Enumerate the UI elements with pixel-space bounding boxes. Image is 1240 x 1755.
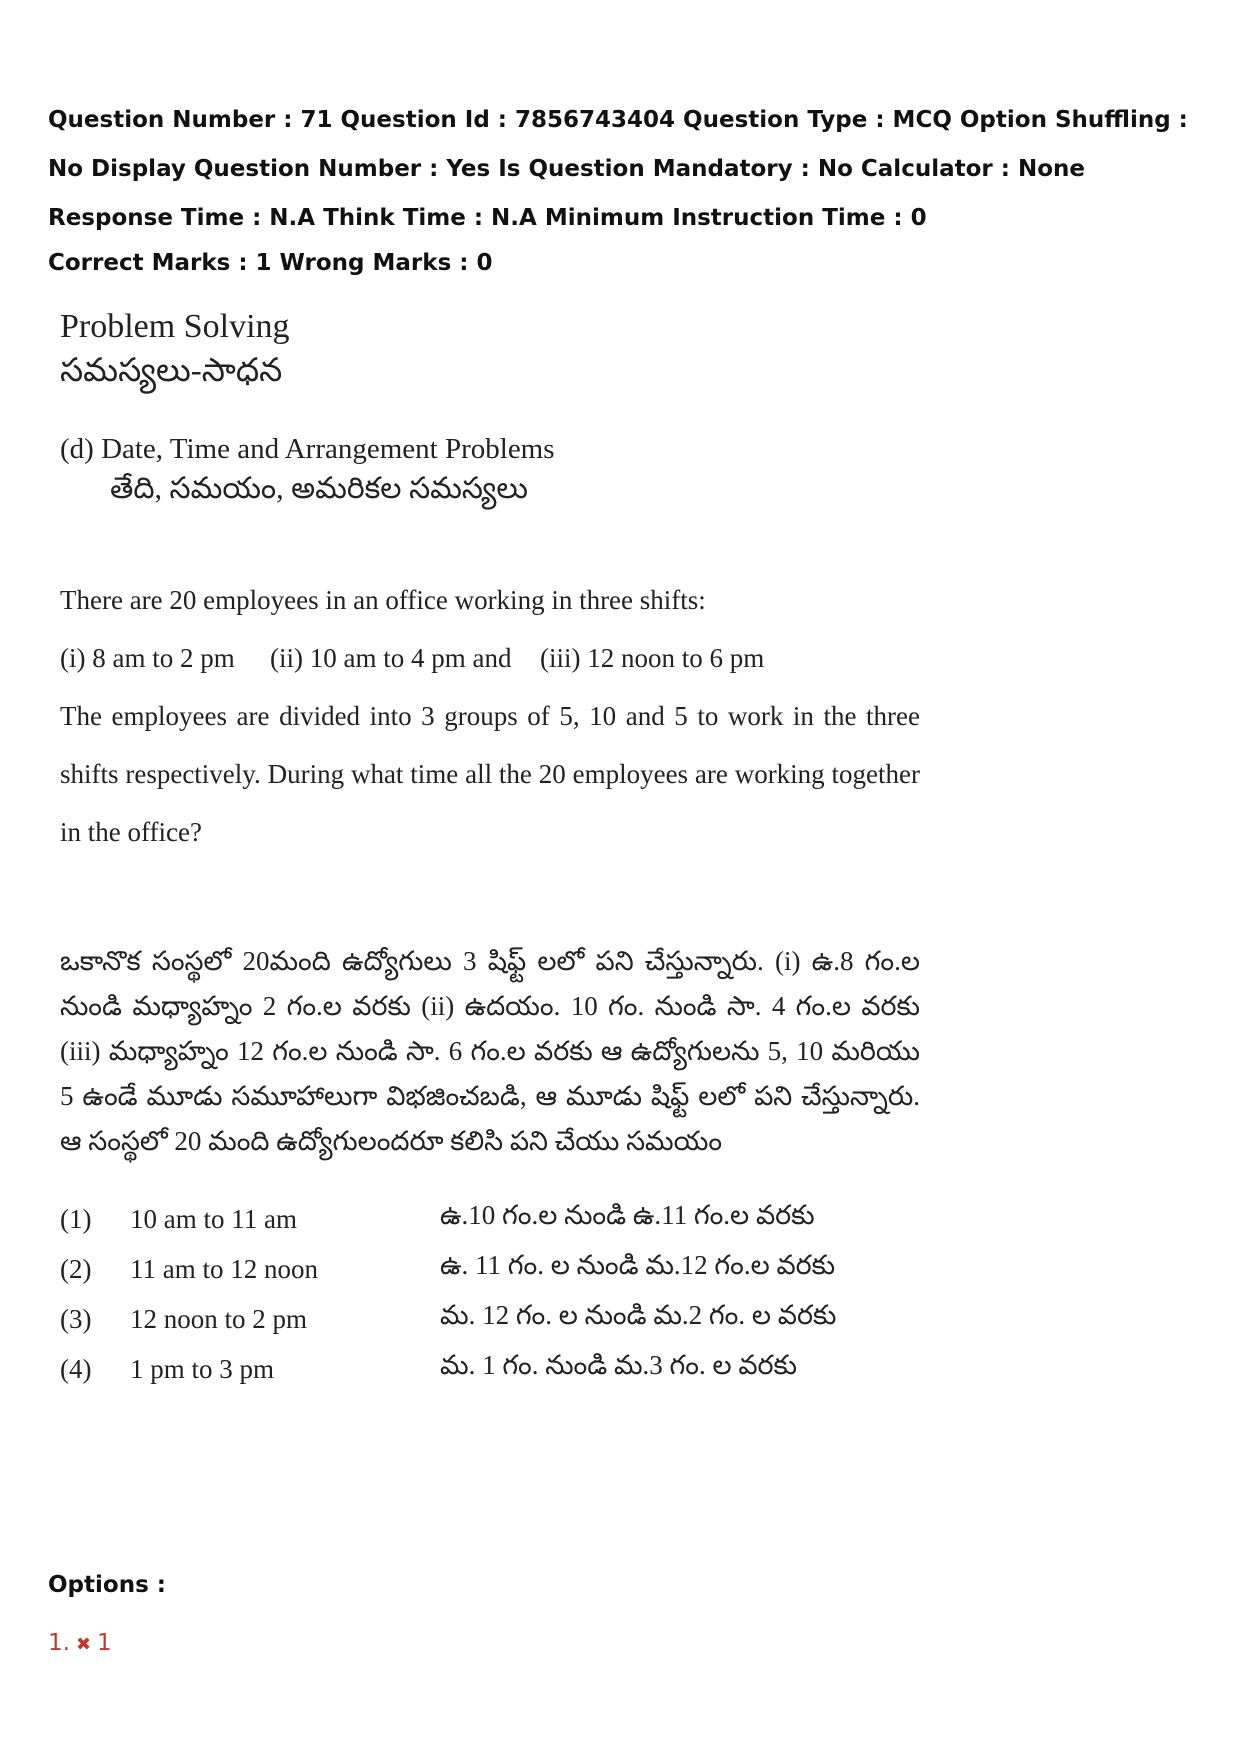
choice-row	[60, 1344, 836, 1394]
choice-en: 12 noon to 2 pm	[130, 1303, 308, 1334]
choice-en: 11 am to 12 noon	[130, 1253, 318, 1284]
question-meta: Question Number : 71 Question Id : 7856743404 Question Type : MCQ Option Shuffling : No Display Question Number : Yes Is Question Mandatory : No Calculator : None Response Time : N.A Think Time : N.A Minimum Instruction Time : 0	[48, 107, 1188, 231]
choice-row	[60, 1194, 836, 1244]
question-text-intro: There are 20 employees in an office working in three shifts:	[60, 585, 706, 615]
choice-en: 10 am to 11 am	[130, 1203, 297, 1234]
options-label: Options :	[48, 1572, 166, 1598]
choice-number: (4)	[60, 1353, 92, 1384]
shift-2: (ii) 10 am to 4 pm and	[270, 643, 512, 673]
question-text-te: ఒకానొక సంస్థలో 20మంది ఉద్యోగులు 3 షిఫ్ట్ లలో పని చేస్తున్నారు. (i) ఉ.8 గం.ల నుండి మధ్యాహ్నం 2 గం.ల వరకు (ii) ఉదయం. 10 గం. నుండి సా. 4 గం.ల వరకు (iii) మధ్యాహ్నం 12 గం.ల నుండి సా. 6 గం.ల వరకు ఆ ఉద్యోగులను 5, 10 మరియు 5 ఉండే మూడు సమూహాలుగా విభజించబడి, ఆ మూడు షిఫ్ట్ లలో పని చేస్తున్నారు. ఆ సంస్థలో 20 మంది ఉద్యోగులందరూ కలిసి పని చేయు సమయం	[60, 946, 920, 1156]
subsection-title-en: (d) Date, Time and Arrangement Problems	[60, 433, 555, 465]
choice-en: 1 pm to 3 pm	[130, 1353, 275, 1384]
shift-list	[60, 629, 920, 687]
choice-row	[60, 1294, 836, 1344]
question-image	[60, 305, 920, 1394]
choice-number: (2)	[60, 1253, 92, 1284]
section-title-te: సమస్యలు-సాధన	[60, 353, 283, 389]
marks-info: Correct Marks : 1 Wrong Marks : 0	[48, 250, 493, 276]
option-item	[48, 1630, 112, 1656]
choice-te: ఉ.10 గం.ల నుండి ఉ.11 గం.ల వరకు	[440, 1200, 815, 1230]
subsection-title-te: తేది, సమయం, అమరికల సమస్యలు	[110, 472, 528, 505]
cross-icon: ✖	[75, 1634, 92, 1655]
option-index: 1.	[48, 1630, 70, 1656]
shift-3: (iii) 12 noon to 6 pm	[540, 643, 765, 673]
choice-te: మ. 1 గం. నుండి మ.3 గం. ల వరకు	[440, 1350, 797, 1380]
choice-number: (3)	[60, 1303, 92, 1334]
shift-1: (i) 8 am to 2 pm	[60, 643, 235, 673]
option-text: 1	[97, 1630, 112, 1656]
choice-row	[60, 1244, 836, 1294]
question-text-main: The employees are divided into 3 groups of 5, 10 and 5 to work in the three shifts respectively. During what time all the 20 employees are working together in the office?	[60, 701, 920, 847]
choice-te: మ. 12 గం. ల నుండి మ.2 గం. ల వరకు	[440, 1300, 837, 1330]
choice-number: (1)	[60, 1203, 92, 1234]
section-title-en: Problem Solving	[60, 308, 290, 345]
answer-choices	[60, 1194, 836, 1394]
choice-te: ఉ. 11 గం. ల నుండి మ.12 గం.ల వరకు	[440, 1250, 836, 1280]
